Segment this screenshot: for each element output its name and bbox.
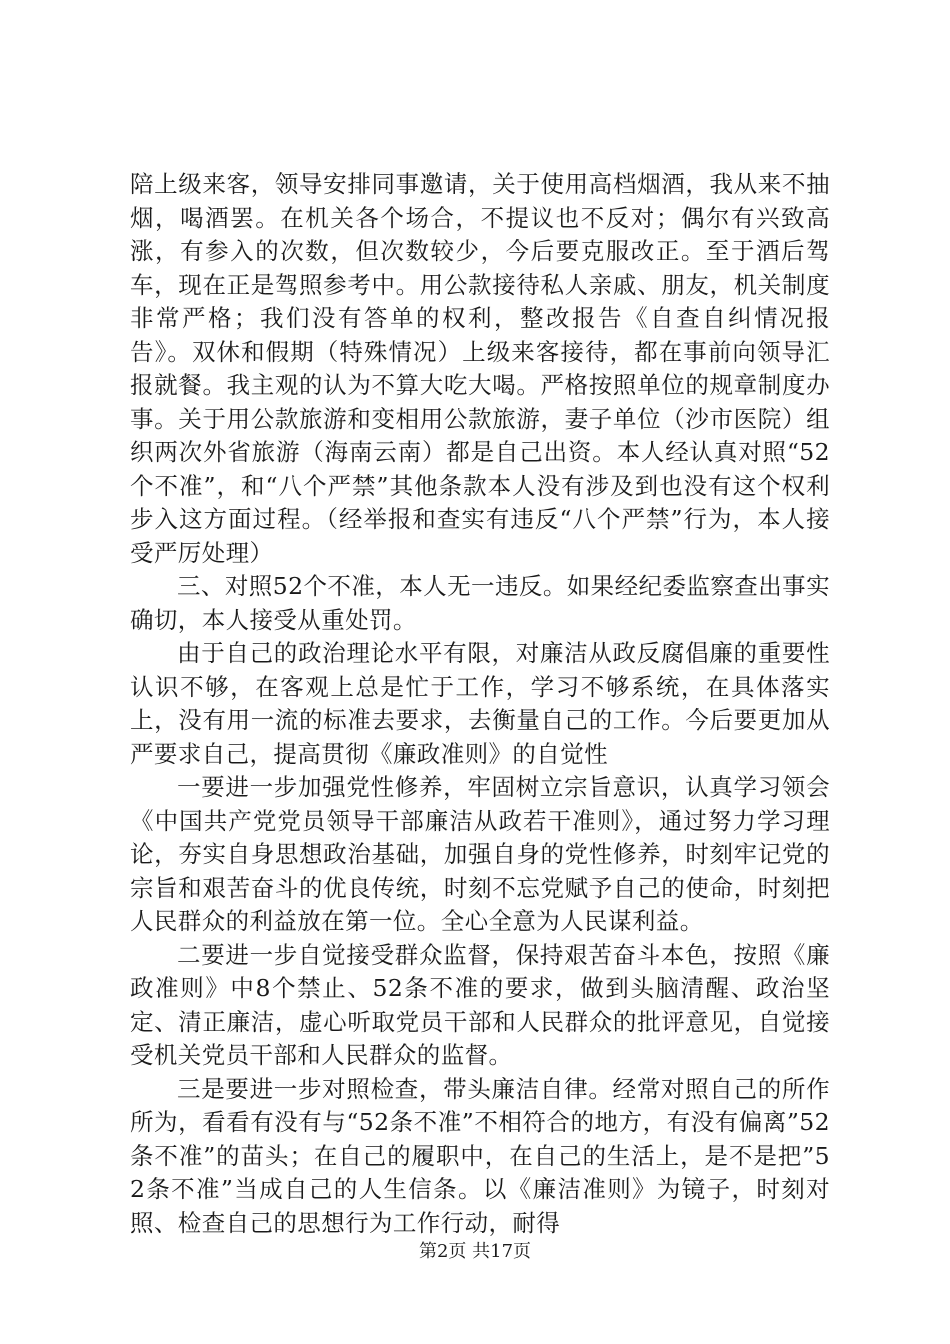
paragraph-continuation: 陪上级来客，领导安排同事邀请，关于使用高档烟酒，我从来不抽烟，喝酒罢。在机关各个场合，不提议也不反对；偶尔有兴致高涨，有参入的次数，但次数较少，今后要克服改正。至于酒后驾车，现在正是驾照参考中。用公款接待私人亲戚、朋友，机关制度非常严格；我们没有答单的权利，整改报告《自查自纠情况报告》。双休和假期（特殊情况）上级来客接待，都在事前向领导汇报就餐。我主观的认为不算大吃大喝。严格按照单位的规章制度办事。关于用公款旅游和变相用公款旅游，妻子单位（沙市医院）组织两次外省旅游（海南云南）都是自己出资。本人经认真对照“52个不准”，和“八个严禁”其他条款本人没有涉及到也没有这个权利步入这方面过程。（经举报和查实有违反“八个严禁”行为，本人接受严厉处理） [130, 170, 830, 567]
paragraph-measure-three: 三是要进一步对照检查，带头廉洁自律。经常对照自己的所作所为，看看有没有与“52条不准”不相符合的地方，有没有偏离”52条不准”的苗头；在自己的履职中，在自己的生活上，是不是把”52条不准”当成自己的人生信条。以《廉洁准则》为镜子，时刻对照、检查自己的思想行为工作行动，耐得 [130, 1074, 830, 1237]
paragraph-measure-two: 二要进一步自觉接受群众监督，保持艰苦奋斗本色，按照《廉政准则》中8个禁止、52条不准的要求，做到头脑清醒、政治坚定、清正廉洁，虚心听取党员干部和人民群众的批评意见，自觉接受机关党员干部和人民群众的监督。 [130, 940, 830, 1069]
document-body [130, 168, 830, 1240]
page-number-footer: 第2页 共17页 [418, 1241, 532, 1262]
paragraph-measure-one: 一要进一步加强党性修养，牢固树立宗旨意识，认真学习领会《中国共产党党员领导干部廉洁从政若干准则》，通过努力学习理论，夯实自身思想政治基础，加强自身的党性修养，时刻牢记党的宗旨和艰苦奋斗的优良传统，时刻不忘党赋予自己的使命，时刻把人民群众的利益放在第一位。全心全意为人民谋利益。 [130, 773, 830, 935]
paragraph-section-three: 三、对照52个不准，本人无一违反。如果经纪委监察查出事实确切，本人接受从重处罚。 [130, 572, 830, 634]
paragraph-self-reflection: 由于自己的政治理论水平有限，对廉洁从政反腐倡廉的重要性认识不够，在客观上总是忙于工作，学习不够系统，在具体落实上，没有用一流的标准去要求，去衡量自己的工作。今后要更加从严要求自己，提高贯彻《廉政准则》的自觉性 [130, 639, 830, 768]
